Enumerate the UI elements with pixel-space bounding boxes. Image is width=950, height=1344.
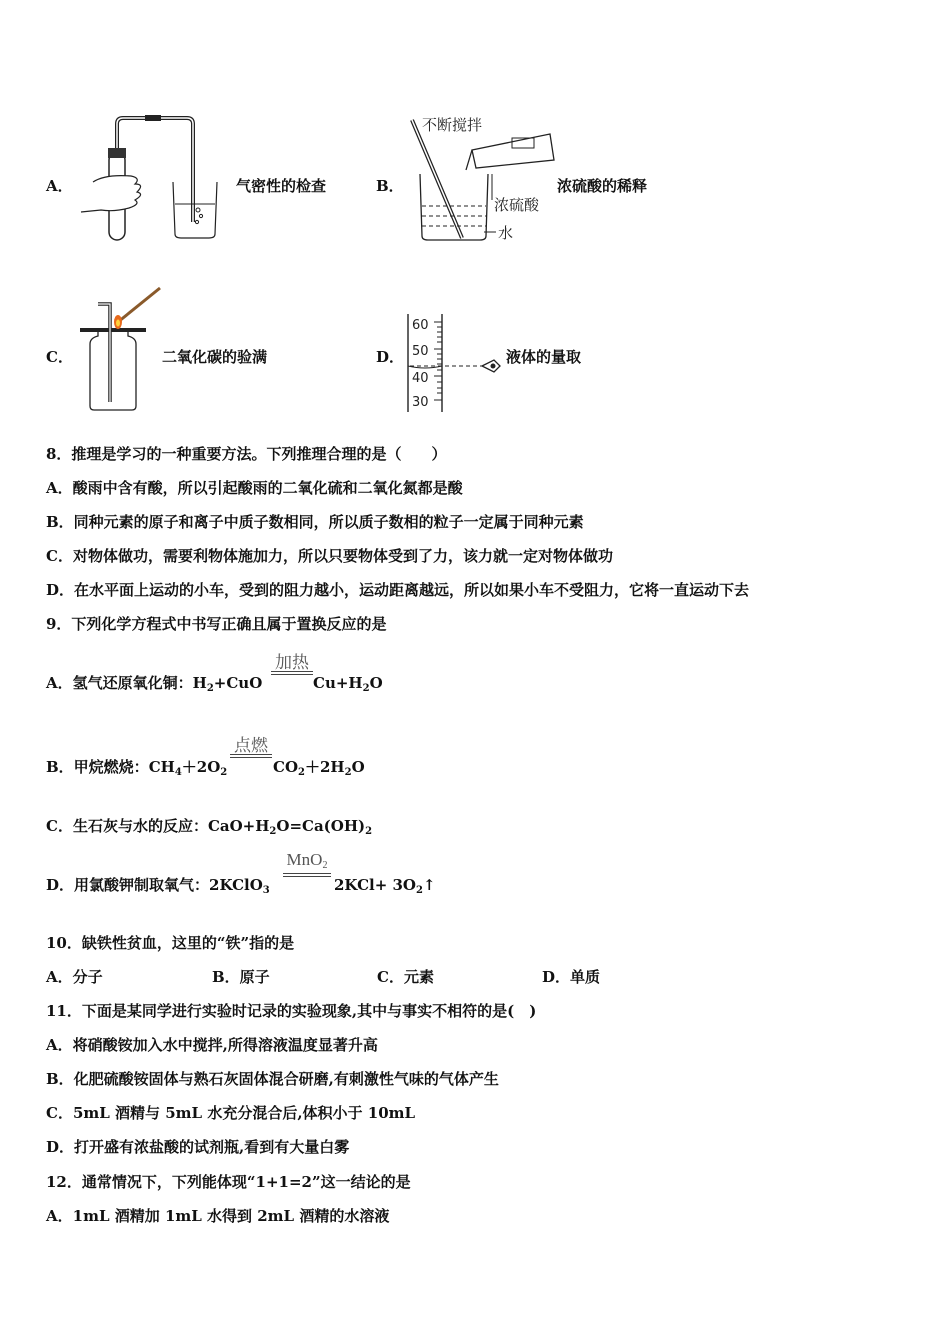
q7-option-c-caption: 二氧化碳的验满 [162, 348, 268, 366]
acid-label: 浓硫酸 [494, 196, 540, 214]
tick-label: 40 [412, 371, 429, 386]
stir-label: 不断搅拌 [422, 116, 483, 134]
q9-option-b-products: $CO_2+2H_2O$ [273, 758, 365, 778]
q8-option-b: B．同种元素的原子和离子中质子数相同，所以质子数相的粒子一定属于同种元素 [46, 513, 584, 531]
q9-option-d-equals [283, 873, 331, 877]
q8-option-a: A．酸雨中含有酸，所以引起酸雨的二氧化硫和二氧化氮都是酸 [46, 479, 463, 497]
q9-option-c [46, 816, 372, 836]
q9-option-a-prefix: A．氢气还原氧化铜： [46, 674, 193, 692]
q9-option-a-reactants: $H_2+CuO$ [192, 674, 263, 694]
q10-option-c: C．元素 [377, 968, 434, 986]
q12-stem: 12．通常情况下，下列能体现“1+1=2”这一结论的是 [46, 1173, 411, 1191]
q9-option-d-prefix: D．用氯酸钾制取氧气： [46, 876, 210, 894]
q10-option-a: A．分子 [46, 968, 103, 986]
q8-option-c: C．对物体做功，需要利物体施加力，所以只要物体受到了力，该力就一定对物体做功 [46, 547, 613, 565]
q7-option-b-caption: 浓硫酸的稀释 [557, 177, 648, 195]
q11-option-c: C．5mL 酒精与 5mL 水充分混合后,体积小于 10mL [46, 1104, 416, 1122]
q11-option-d: D．打开盛有浓盐酸的试剂瓶,看到有大量白雾 [46, 1138, 350, 1156]
q11-stem: 11．下面是某同学进行实验时记录的实验现象,其中与事实不相符的是( ) [46, 1002, 537, 1020]
tick-label: 50 [412, 344, 429, 359]
water-label: 水 [498, 224, 514, 242]
q9-option-b [46, 757, 227, 777]
q12-option-a: A．1mL 酒精加 1mL 水得到 2mL 酒精的水溶液 [46, 1207, 390, 1225]
q9-option-b-reactants: $CH_4+2O_2$ [148, 758, 228, 778]
q9-option-d-reactants: 2KClO$_3$ [209, 876, 270, 896]
q8-stem: 8．推理是学习的一种重要方法。下列推理合理的是（ ） [46, 445, 447, 463]
q9-option-b-condition: 点燃 [234, 736, 268, 755]
q9-option-d-products: $2KCl+ 3O_2↑$ [334, 876, 436, 896]
q9-option-d-condition: MnO$_2$ [286, 850, 328, 871]
q11-option-a: A．将硝酸铵加入水中搅拌,所得溶液温度显著升高 [46, 1036, 378, 1054]
q9-option-b-prefix: B．甲烷燃烧： [46, 758, 149, 776]
q9-option-c-prefix: C．生石灰与水的反应： [46, 817, 208, 835]
q7-option-a-letter: A． [46, 177, 73, 195]
q9-option-c-equation: $CaO+H_2O=Ca(OH)_2$ [207, 817, 373, 837]
q9-option-a [46, 673, 262, 693]
q9-option-d [46, 875, 270, 895]
q7-option-d-letter: D． [376, 348, 405, 366]
q7-option-d-caption: 液体的量取 [506, 348, 582, 366]
co2-test-diagram [76, 284, 166, 412]
cylinder-reading-diagram [400, 312, 510, 414]
airtight-check-diagram [75, 112, 230, 244]
q9-option-a-condition: 加热 [275, 653, 309, 672]
q7-option-b-letter: B． [376, 177, 404, 195]
tick-label: 60 [412, 318, 429, 333]
q7-option-a-caption: 气密性的检查 [236, 177, 327, 195]
q9-option-a-products: $Cu+H_2O$ [313, 674, 383, 694]
tick-label: 30 [412, 395, 429, 410]
acid-dilution-diagram [400, 110, 555, 245]
q8-option-d: D．在水平面上运动的小车，受到的阻力越小，运动距离越远，所以如果小车不受阻力，它将一直运动下去 [46, 581, 750, 599]
q9-stem: 9．下列化学方程式中书写正确且属于置换反应的是 [46, 615, 387, 633]
q11-option-b: B．化肥硫酸铵固体与熟石灰固体混合研磨,有刺激性气味的气体产生 [46, 1070, 499, 1088]
q10-option-d: D．单质 [542, 968, 601, 986]
q7-option-c-letter: C． [46, 348, 73, 366]
q9-option-a-equals [271, 671, 313, 675]
q9-option-b-equals [230, 754, 272, 758]
q10-option-b: B．原子 [212, 968, 270, 986]
q10-stem: 10．缺铁性贫血，这里的“铁”指的是 [46, 934, 295, 952]
